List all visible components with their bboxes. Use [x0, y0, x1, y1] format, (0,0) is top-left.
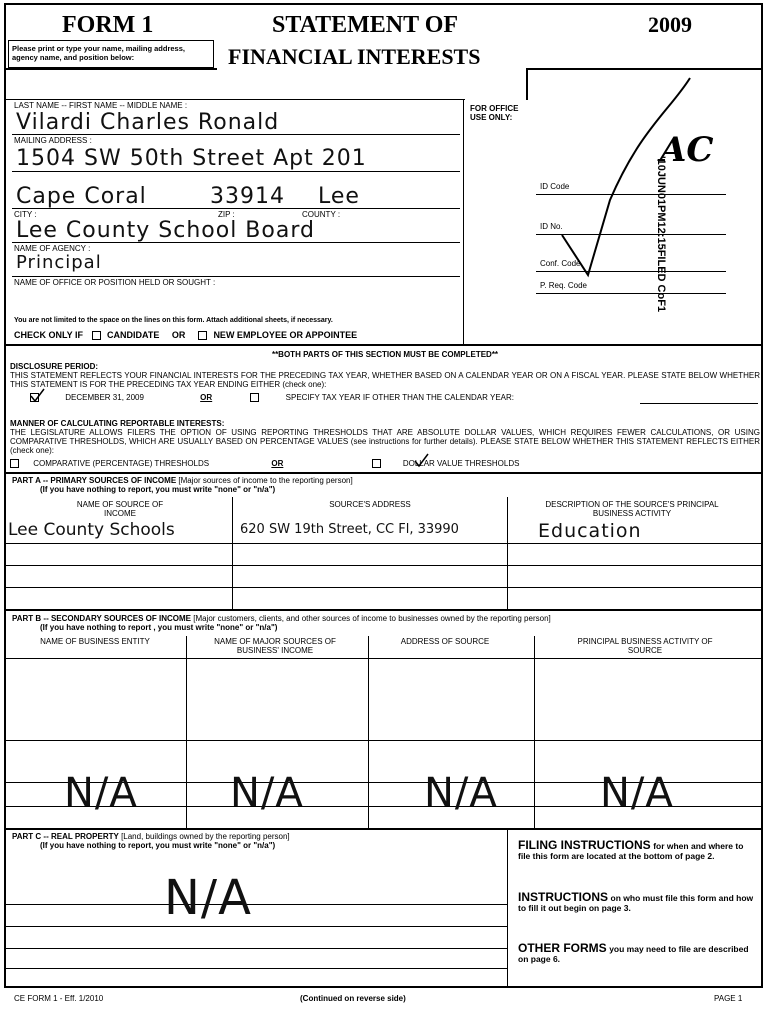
- part-b-col1: NAME OF BUSINESS ENTITY: [40, 637, 150, 646]
- city-value: Cape Coral: [16, 184, 147, 209]
- mailing-label: MAILING ADDRESS :: [14, 136, 92, 145]
- part-c-line4: [5, 968, 507, 969]
- space-note: You are not limited to the space on the lines on this form. Attach additional sheets, if necessary.: [14, 317, 333, 324]
- threshold-options: [10, 459, 519, 468]
- filing-instructions: [518, 840, 758, 861]
- agency-underline: [12, 242, 460, 243]
- position-value: Principal: [16, 252, 102, 273]
- form-title-line2: FINANCIAL INTERESTS: [228, 44, 481, 69]
- part-a-heading: [12, 476, 353, 485]
- footer-form-id: CE FORM 1 - Eff. 1/2010: [14, 994, 104, 1003]
- print-instructions-box: [8, 40, 214, 68]
- part-b-col3: ADDRESS OF SOURCE: [400, 637, 490, 646]
- name-label: LAST NAME -- FIRST NAME -- MIDDLE NAME :: [14, 101, 188, 110]
- period-options: [30, 393, 514, 402]
- period-or: OR: [200, 393, 213, 402]
- period-text: THIS STATEMENT REFLECTS YOUR FINANCIAL INTERESTS FOR THE PRECEDING TAX YEAR, WHETHER BASED ON A CALENDAR YEAR OR ON A FISCAL YEAR. PLEASE STATE BELOW WHETHER THIS STATEMENT IS FOR THE PRECEDING TAX YEAR ENDING EITHER (check one):: [10, 371, 760, 389]
- p-req-code-label: P. Req. Code: [540, 281, 587, 290]
- filing-instructions-bold: FILING INSTRUCTIONS: [518, 838, 651, 852]
- part-a-source-name: Lee County Schools: [8, 520, 175, 540]
- office-initials: AC: [660, 130, 714, 170]
- dollar-checkbox[interactable]: [372, 459, 381, 468]
- form-year: 2009: [648, 12, 692, 37]
- id-code-label: ID Code: [540, 182, 570, 191]
- comparative-checkbox[interactable]: [10, 459, 19, 468]
- filer-top-line: [5, 99, 465, 100]
- candidate-checkbox[interactable]: [92, 331, 101, 340]
- part-b-vline3: [534, 636, 535, 828]
- other-forms-rest: you may need to file are described on page 6.: [518, 944, 749, 964]
- id-no-line: [536, 234, 726, 235]
- part-b-na-1: N/A: [64, 770, 138, 816]
- address-underline: [12, 171, 460, 172]
- id-no-label: ID No.: [540, 222, 563, 231]
- agency-value: Lee County School Board: [16, 218, 315, 243]
- part-c-title: PART C -- REAL PROPERTY: [12, 832, 119, 841]
- specify-line: [640, 403, 758, 404]
- manner-text: THE LEGISLATURE ALLOWS FILERS THE OPTION OF USING REPORTING THRESHOLDS THAT ARE ABSOLUTE DOLLAR VALUES, WHICH REQUIRES FEWER CALCULATIONS, OR USING COMPARATIVE THRESHOLDS, WHICH ARE USUALLY BASED ON PERCENTAGE VALUES (see instructions for further details). PLEASE STATE BELOW WHETHER THIS STATEMENT REFLECTS EITHER (check one):: [10, 428, 760, 455]
- part-a-source-desc: Education: [538, 520, 642, 542]
- id-code-line: [536, 194, 726, 195]
- part-b-vline2: [368, 636, 369, 828]
- p-req-code-line: [536, 293, 726, 294]
- specify-checkbox[interactable]: [250, 393, 259, 402]
- part-a-bottom: [5, 609, 763, 611]
- part-a-note: [Major sources of income to the reporting person]: [178, 476, 353, 485]
- part-a-col1: NAME OF SOURCE OF INCOME: [76, 500, 164, 518]
- part-b-bottom: [5, 828, 763, 830]
- who-must-file-rest: on who must file this form and how to fill it out begin on page 3.: [518, 893, 754, 913]
- print-instructions: Please print or type your name, mailing address, agency name, and position below:: [12, 44, 185, 62]
- zip-value: 33914: [210, 184, 285, 209]
- office-checkmark-icon: [540, 70, 740, 290]
- part-b-note: [Major customers, clients, and other sources of income to businesses owned by the reporting person]: [193, 614, 551, 623]
- part-b-sub: (If you have nothing to report , you must write "none" or "n/a"): [40, 623, 278, 632]
- part-a-row3-line: [5, 587, 763, 588]
- dollar-check-icon: [412, 452, 430, 468]
- part-a-col2: SOURCE'S ADDRESS: [329, 500, 411, 509]
- who-must-file: [518, 892, 758, 913]
- part-b-na-2: N/A: [230, 770, 304, 816]
- dec31-check-icon: [28, 388, 46, 404]
- office-divider: [463, 100, 464, 344]
- part-b-na-3: N/A: [424, 770, 498, 816]
- address-line1: 1504 SW 50th Street Apt 201: [16, 146, 367, 171]
- part-b-col4: PRINCIPAL BUSINESS ACTIVITY OF SOURCE: [577, 637, 713, 655]
- both-parts-notice: **BOTH PARTS OF THIS SECTION MUST BE COMPLETED**: [271, 350, 499, 359]
- part-c-note: [Land, buildings owned by the reporting person]: [121, 832, 290, 841]
- part-b-col2: NAME OF MAJOR SOURCES OF BUSINESS' INCOME: [214, 637, 336, 655]
- or-label: OR: [171, 330, 186, 340]
- city-label: CITY :: [14, 210, 37, 219]
- county-label: COUNTY :: [302, 210, 341, 219]
- part-a-sub: (If you have nothing to report, you must write "none" or "n/a"): [40, 485, 276, 494]
- part-c-sub: (If you have nothing to report, you must write "none" or "n/a"): [40, 841, 276, 850]
- county-value: Lee: [318, 184, 360, 209]
- disclosure-bottom: [5, 472, 763, 474]
- footer-page: PAGE 1: [714, 994, 743, 1003]
- name-underline: [12, 134, 460, 135]
- part-b-row1-line: [5, 658, 763, 659]
- who-must-file-bold: INSTRUCTIONS: [518, 890, 608, 904]
- part-a-title: PART A -- PRIMARY SOURCES OF INCOME: [12, 476, 177, 485]
- name-value: Vilardi Charles Ronald: [16, 110, 280, 135]
- part-c-heading: [12, 832, 290, 841]
- part-a-row2-line: [5, 565, 763, 566]
- filed-stamp: '10JUN01PM12:15FILED CoF1: [655, 155, 667, 313]
- part-b-title: PART B -- SECONDARY SOURCES OF INCOME: [12, 614, 191, 623]
- part-a-vline1: [232, 497, 233, 609]
- other-forms-bold: OTHER FORMS: [518, 941, 607, 955]
- zip-label: ZIP :: [218, 210, 235, 219]
- agency-label: NAME OF AGENCY :: [14, 244, 91, 253]
- conf-code-line: [536, 271, 726, 272]
- part-b-row2-line: [5, 740, 763, 741]
- part-c-divider: [507, 829, 508, 987]
- header-divider: [5, 68, 217, 70]
- position-label: NAME OF OFFICE OR POSITION HELD OR SOUGHT :: [14, 278, 216, 287]
- part-a-vline2: [507, 497, 508, 609]
- specify-label: SPECIFY TAX YEAR IF OTHER THAN THE CALENDAR YEAR:: [285, 393, 514, 402]
- part-a-col3: DESCRIPTION OF THE SOURCE'S PRINCIPAL BUSINESS ACTIVITY: [545, 500, 719, 518]
- part-b-heading: [12, 614, 551, 623]
- threshold-or: OR: [271, 459, 284, 468]
- office-use-label: FOR OFFICE USE ONLY:: [470, 104, 519, 122]
- footer-continued: (Continued on reverse side): [300, 994, 406, 1003]
- new-employee-label: NEW EMPLOYEE OR APPOINTEE: [213, 330, 358, 340]
- comparative-label: COMPARATIVE (PERCENTAGE) THRESHOLDS: [33, 459, 210, 468]
- filing-instructions-rest: for when and where to file this form are located at the bottom of page 2.: [518, 841, 744, 861]
- new-employee-checkbox[interactable]: [198, 331, 207, 340]
- position-underline: [12, 276, 460, 277]
- part-b-vline1: [186, 636, 187, 828]
- check-only-label: CHECK ONLY IF: [14, 330, 84, 340]
- candidate-label: CANDIDATE: [107, 330, 160, 340]
- dec31-label: DECEMBER 31, 2009: [65, 393, 144, 402]
- city-underline: [12, 208, 460, 209]
- form-title-line1: STATEMENT OF: [272, 12, 459, 38]
- manner-heading: MANNER OF CALCULATING REPORTABLE INTERESTS:: [10, 419, 225, 428]
- part-a-source-address: 620 SW 19th Street, CC Fl, 33990: [240, 522, 459, 537]
- filer-section-bottom: [5, 344, 763, 346]
- form-number: FORM 1: [62, 12, 154, 38]
- part-c-line1: [5, 904, 507, 905]
- period-heading: DISCLOSURE PERIOD:: [10, 362, 99, 371]
- check-only-row: [14, 330, 357, 340]
- part-b-na-4: N/A: [600, 770, 674, 816]
- part-c-line3: [5, 948, 507, 949]
- part-c-na: N/A: [164, 870, 252, 926]
- other-forms: [518, 943, 758, 964]
- part-c-line2: [5, 926, 507, 927]
- conf-code-label: Conf. Code: [540, 259, 581, 268]
- dollar-label: DOLLAR VALUE THRESHOLDS: [402, 459, 520, 468]
- part-a-row1-line: [5, 543, 763, 544]
